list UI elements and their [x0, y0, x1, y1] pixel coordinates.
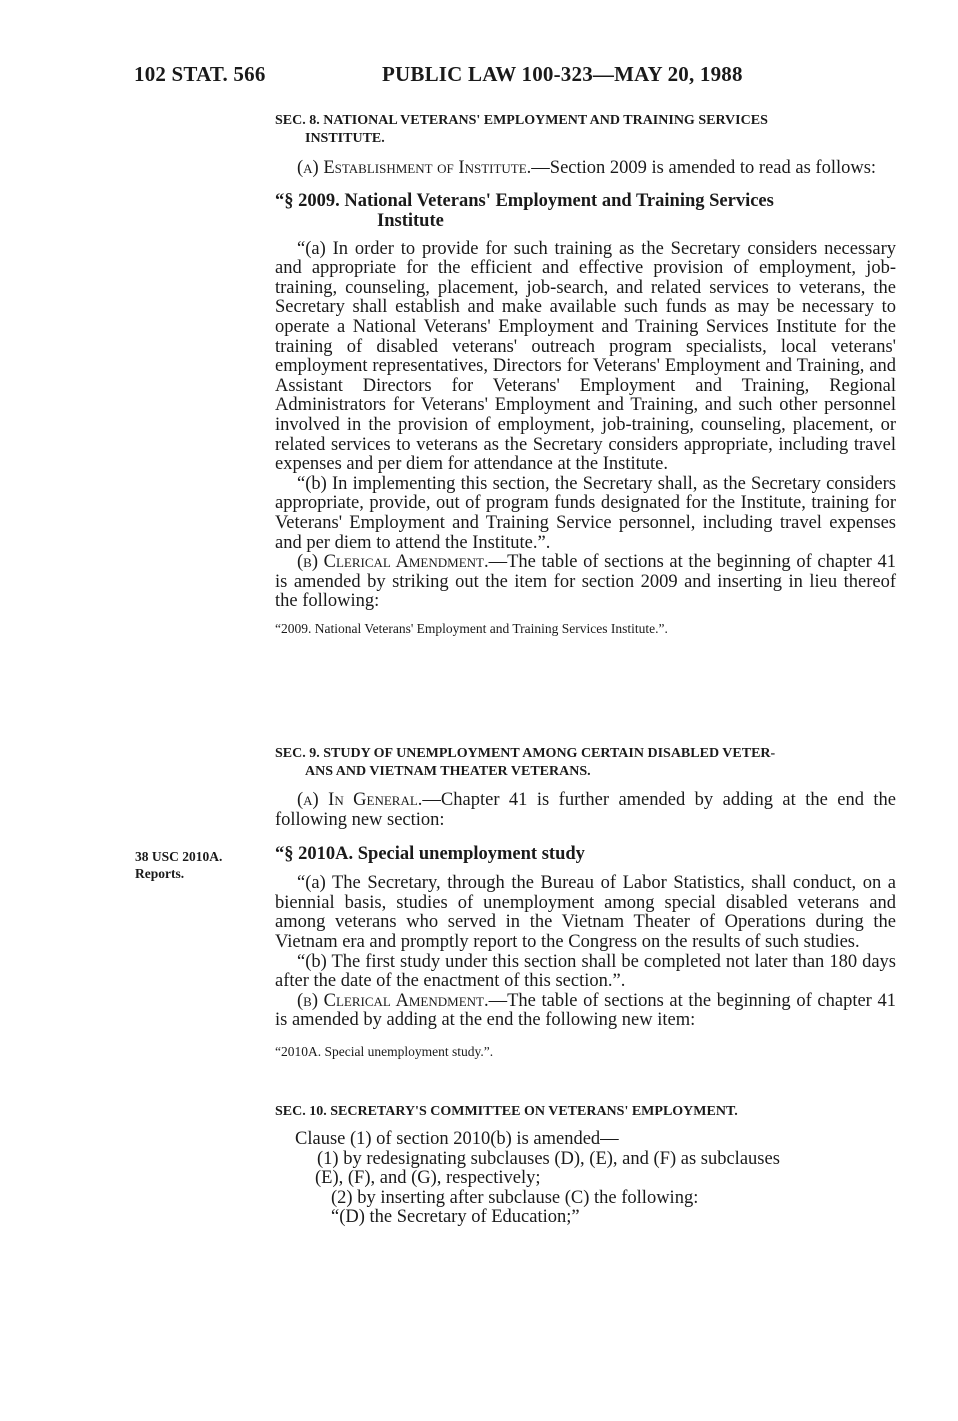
section-8 — [275, 112, 896, 637]
section-8-a-text: —Section 2009 is amended to read as follows: — [531, 158, 877, 178]
section-2010a-para-a: “(a) The Secretary, through the Bureau of Labor Statistics, shall conduct, on a biennial basis, studies of unemployment among special disabled veterans and among veterans who served in the Vietnam Theater of Operations during the Vietnam era and promptly report to the Congress on the results of such studies. — [275, 873, 896, 952]
section-8-heading-line2: INSTITUTE. — [305, 131, 385, 146]
section-10-intro: Clause (1) of section 2010(b) is amended— — [295, 1129, 619, 1149]
margin-note — [135, 848, 265, 882]
section-2009-para-a: “(a) In order to provide for such training as the Secretary considers necessary and appropriate for the efficient and effective provision of employment, job-training, counseling, placement, job-search, and related services to veterans, the Secretary shall establish and make available such funds as may be necessary to operate a National Veterans' Employment and Training Services Institute for the training of disabled veterans' outreach program specialists, local veterans' employment representatives, Directors for Veterans' Employment and Training, and Assistant Directors for Veterans' Employment and Training, Regional Administrators for Veterans' Employment and Training, and such other personnel involved in the provision of employment, job-training, counseling, placement, or related services to veterans as the Secretary considers appropriate, including travel expenses and per diem for attendance at the Institute. — [275, 238, 896, 475]
section-2009-title — [275, 191, 896, 231]
section-8-b-label: (b) Clerical Amendment. — [297, 552, 489, 573]
section-8-b-text: —The table of sections at the beginning of chapter 41 is amended by striking out the item for section 2009 and inserting in lieu thereof the following: — [275, 552, 896, 612]
section-2010a-para-b: “(b) The first study under this section shall be completed not later than 180 days after the date of the enactment of this section.”. — [275, 951, 896, 992]
section-2009-title-line2: Institute — [377, 210, 444, 231]
section-8-a-label: (a) Establishment of Institute. — [297, 158, 532, 178]
section-9-a-text: —Chapter 41 is further amended by adding at the end the following new section: — [275, 790, 897, 830]
section-2009-para-b: “(b) In implementing this section, the Secretary shall, as the Secretary considers appropriate, provide, out of program funds designated for the Institute, training for Veterans' Employment and Training Service personnel, including travel expenses and per diem to attend the Institute.”. — [275, 473, 896, 553]
section-8-heading-line1: SEC. 8. NATIONAL VETERANS' EMPLOYMENT AND TRAINING SERVICES — [275, 113, 768, 128]
section-10-item-1-line2: (E), (F), and (G), respectively; — [315, 1168, 541, 1189]
section-8-subsection-a — [275, 159, 896, 179]
section-9-a-label: (a) In General. — [297, 790, 423, 810]
section-10 — [275, 1103, 896, 1228]
section-10-heading: SEC. 10. SECRETARY'S COMMITTEE ON VETERANS' EMPLOYMENT. — [275, 1104, 738, 1119]
section-9-subsection-b — [275, 992, 896, 1031]
section-9-heading-line1: SEC. 9. STUDY OF UNEMPLOYMENT AMONG CERTAIN DISABLED VETER- — [275, 746, 776, 761]
margin-note-reports: Reports. — [135, 866, 185, 881]
section-10-item-1 — [275, 1150, 896, 1189]
section-8-toc-item: “2009. National Veterans' Employment and Training Services Institute.”. — [275, 620, 668, 636]
page-stat-reference: 102 STAT. 566 — [134, 62, 266, 86]
section-10-item-1-line1: (1) by redesignating subclauses (D), (E), and (F) as subclauses — [317, 1148, 780, 1169]
section-2009-title-line1: “§ 2009. National Veterans' Employment and Training Services — [275, 190, 774, 211]
section-10-item-3: “(D) the Secretary of Education;” — [331, 1207, 580, 1228]
section-9-b-text: —The table of sections at the beginning of chapter 41 is amended by adding at the end the following new item: — [275, 990, 896, 1031]
public-law-title: PUBLIC LAW 100-323—MAY 20, 1988 — [382, 62, 743, 86]
section-10-item-2: (2) by inserting after subclause (C) the following: — [331, 1187, 699, 1208]
section-8-heading — [275, 112, 896, 148]
section-9 — [275, 745, 896, 1060]
section-9-subsection-a — [275, 791, 896, 830]
section-9-heading-line2: ANS AND VIETNAM THEATER VETERANS. — [305, 764, 591, 779]
section-9-toc-item: “2010A. Special unemployment study.”. — [275, 1043, 494, 1059]
section-9-b-label: (b) Clerical Amendment. — [297, 990, 489, 1011]
section-9-heading — [275, 745, 896, 781]
margin-note-usc: 38 USC 2010A. — [135, 849, 223, 864]
section-2010a-title: “§ 2010A. Special unemployment study — [275, 844, 585, 865]
section-8-subsection-b — [275, 553, 896, 612]
